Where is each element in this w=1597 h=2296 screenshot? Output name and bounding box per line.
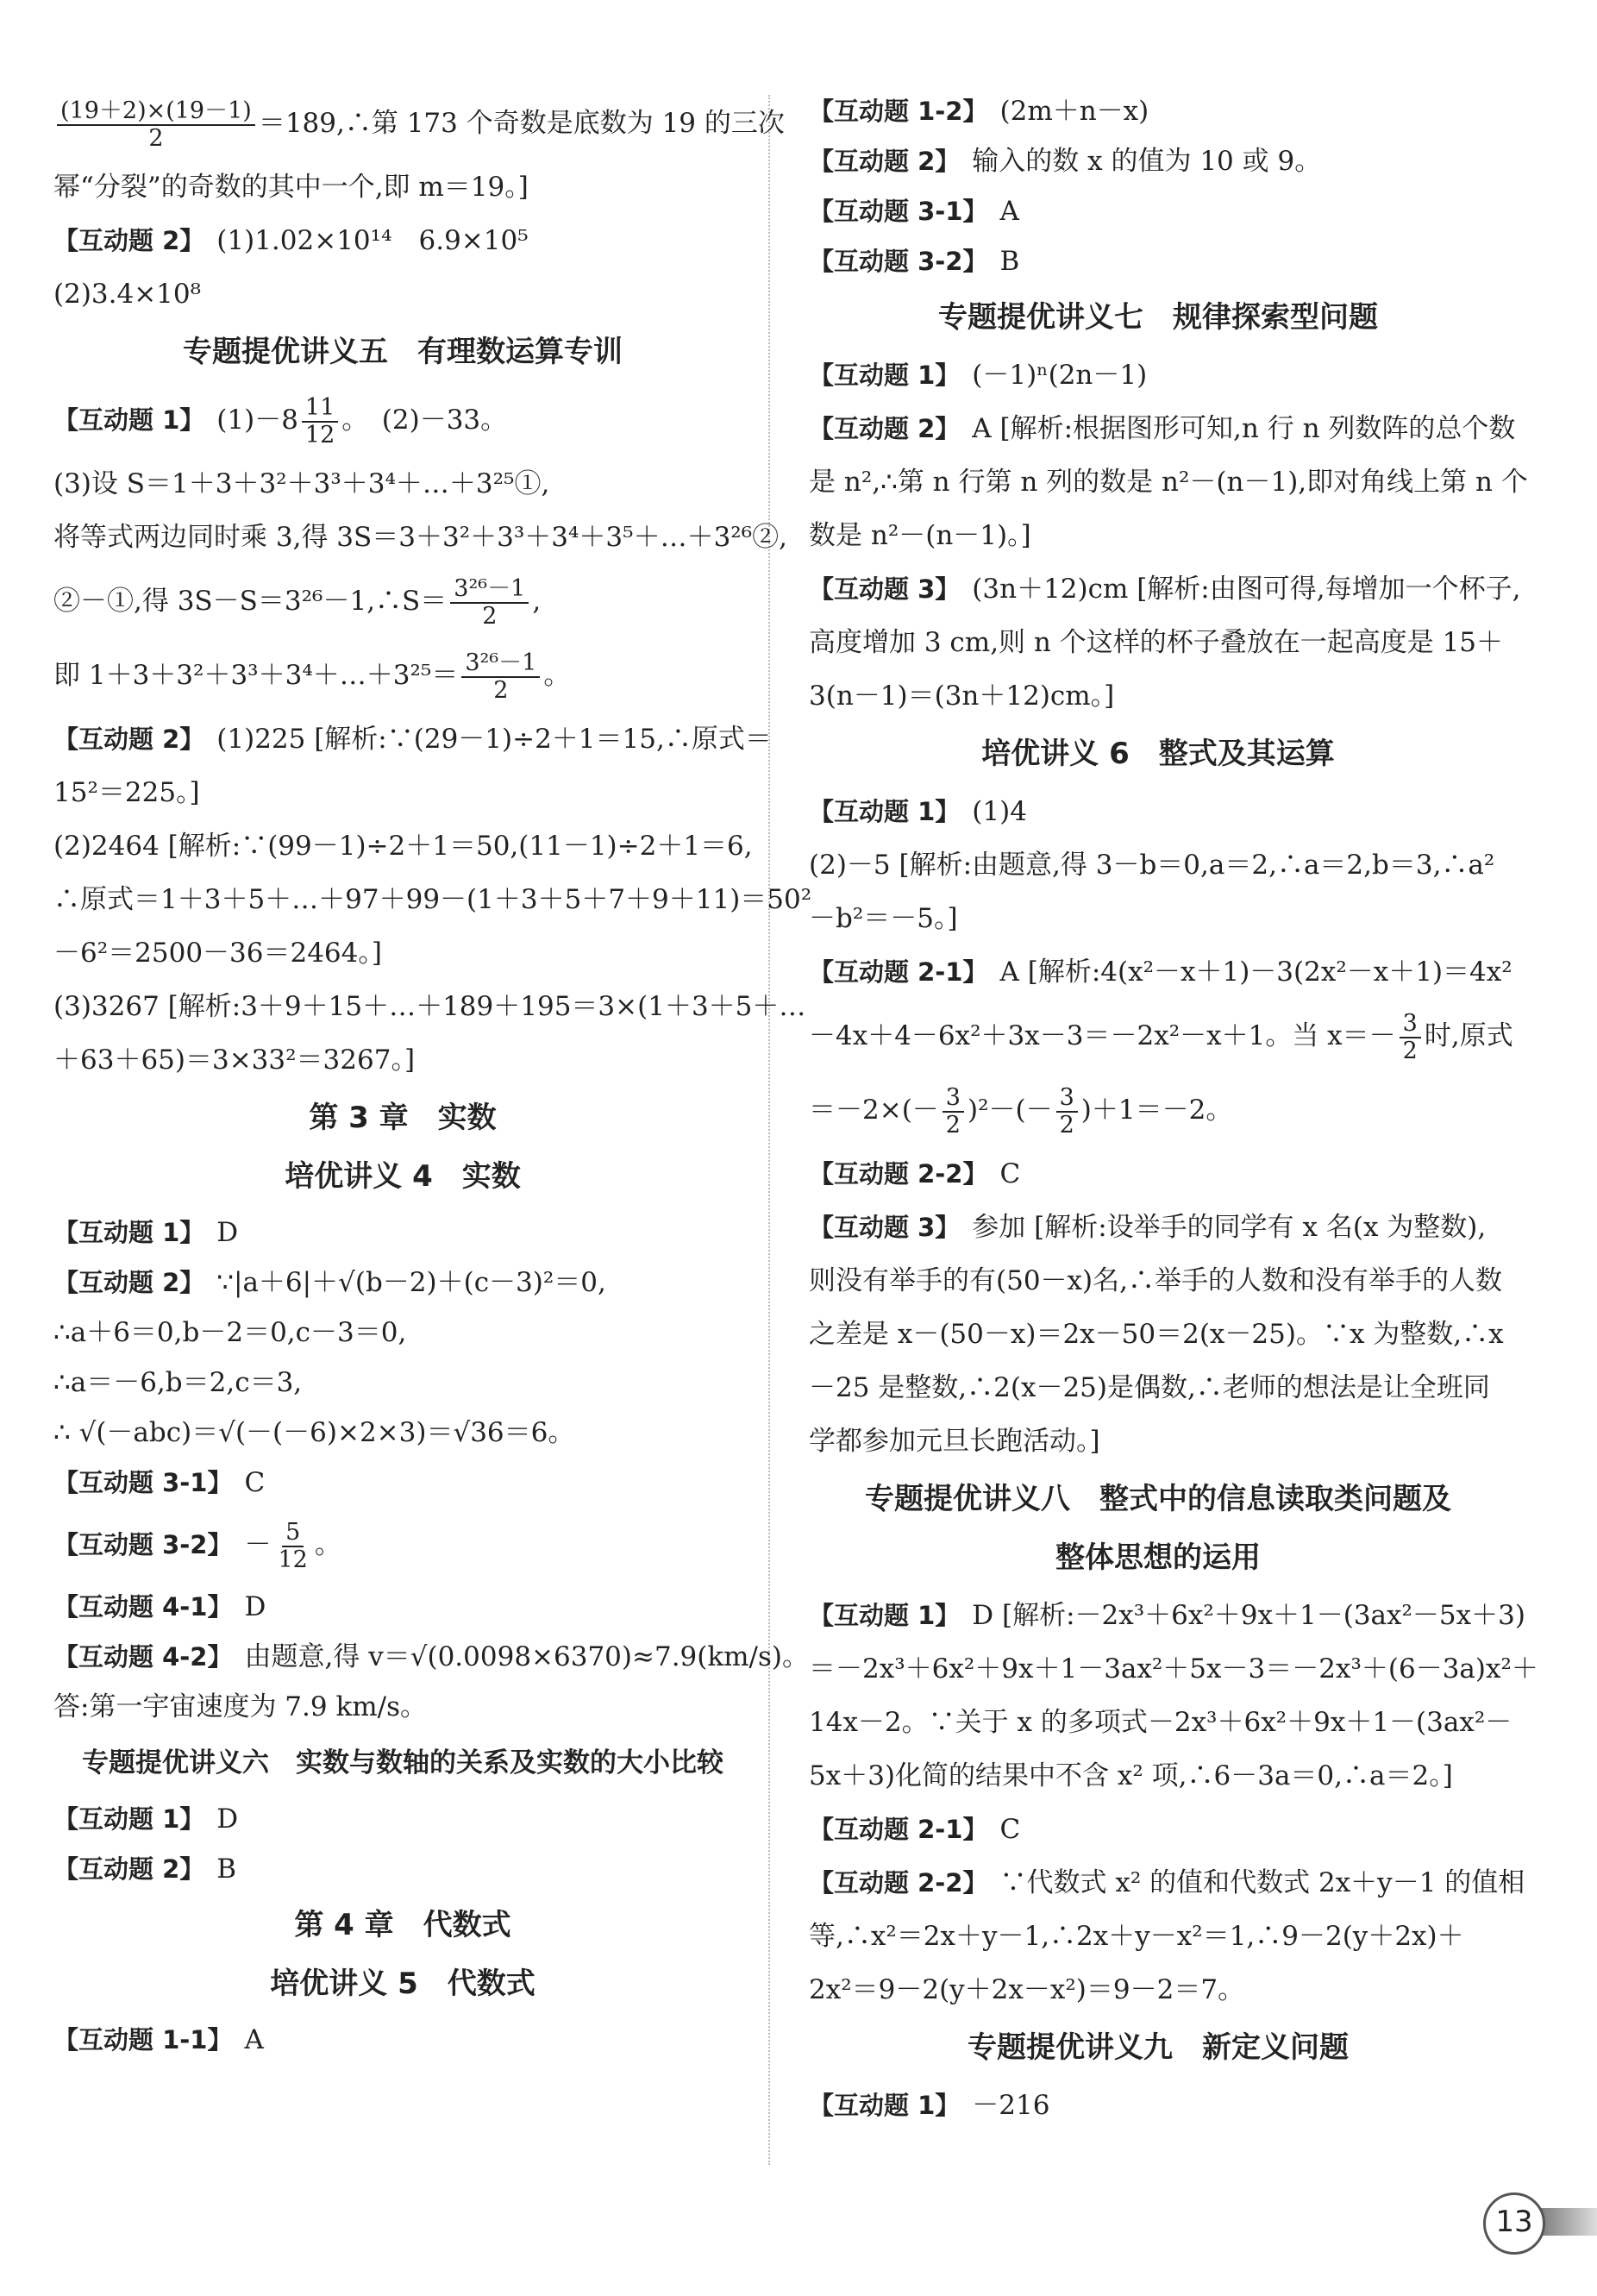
- answer-line: 【互动题 2】 B: [53, 1854, 237, 1885]
- chapter-heading: 第 3 章 实数: [309, 1101, 497, 1135]
- question-label: 【互动题 2-1】: [809, 957, 988, 987]
- text-line: 数是 n²－(n－1)。]: [809, 520, 1031, 551]
- question-label: 【互动题 2-2】: [809, 1159, 988, 1189]
- text-line: －25 是整数,∴2(x－25)是偶数,∴老师的想法是让全班同: [809, 1372, 1490, 1403]
- question-label: 【互动题 2】: [53, 226, 205, 255]
- question-label: 【互动题 1】: [809, 1601, 961, 1630]
- question-label: 【互动题 1】: [53, 1804, 205, 1834]
- answer-line: 【互动题 1-2】 (2m＋n－x): [809, 96, 1149, 127]
- answer-line: 【互动题 3-2】 － $\frac{5}{12}$ 。: [53, 1518, 341, 1573]
- text-line: 即 1＋3＋3²＋3³＋3⁴＋…＋3²⁵＝ $\frac{\text{3²⁶－1}}{2}$ 。: [53, 649, 571, 704]
- text-line: 3(n－1)＝(3n＋12)cm。]: [809, 681, 1115, 712]
- fraction: $\frac{5}{12}$: [278, 1518, 308, 1573]
- text-line: 14x－2。∵关于 x 的多项式－2x³＋6x²＋9x＋1－(3ax²－: [809, 1707, 1512, 1738]
- answer-line: 【互动题 2-2】 C: [809, 1158, 1021, 1189]
- page-number: 13: [1483, 2192, 1545, 2255]
- answer-line: 【互动题 1-1】 A: [53, 2024, 264, 2055]
- answer-line: 【互动题 4-1】 D: [53, 1591, 266, 1622]
- text-line: ＝－2x³＋6x²＋9x＋1－3ax²＋5x－3＝－2x³＋(6－3a)x²＋: [809, 1653, 1538, 1684]
- text-line: 高度增加 3 cm,则 n 个这样的杯子叠放在一起高度是 15＋: [809, 627, 1504, 658]
- fraction: $\frac{\text{3²⁶－1}}{2}$: [461, 650, 540, 704]
- text-line: 5x＋3)化简的结果中不含 x² 项,∴6－3a＝0,∴a＝2。]: [809, 1760, 1453, 1791]
- question-label: 【互动题 3】: [809, 1213, 961, 1242]
- fraction: $\frac{\text{3²⁶－1}}{2}$: [450, 576, 529, 630]
- text-line: (2)2464 [解析:∵(99－1)÷2＋1＝50,(11－1)÷2＋1＝6,: [53, 831, 753, 862]
- section-heading: 专题提优讲义五 有理数运算专训: [53, 324, 752, 380]
- text-line: (3)设 S＝1＋3＋3²＋3³＋3⁴＋…＋3²⁵①,: [53, 468, 550, 499]
- text-line: 之差是 x－(50－x)＝2x－50＝2(x－25)。∵x 为整数,∴x: [809, 1319, 1504, 1350]
- text-line: $\frac{(19+2)\times(19-1)}{2}$ ＝189,∴第 173 个奇数是底数为 19 的三次: [53, 86, 752, 160]
- question-label: 【互动题 1-2】: [809, 97, 988, 126]
- section-heading: 专题提优讲义六 实数与数轴的关系及实数的大小比较: [53, 1735, 752, 1791]
- right-column: [809, 86, 1538, 2132]
- question-label: 【互动题 1】: [809, 361, 961, 390]
- chapter-heading: 第 4 章 代数式: [294, 1908, 511, 1942]
- answer-line: 【互动题 3-1】 C: [53, 1467, 266, 1498]
- question-label: 【互动题 4-1】: [53, 1592, 233, 1622]
- text-line: 幂“分裂”的奇数的其中一个,即 m＝19。]: [53, 172, 529, 203]
- answer-line: 【互动题 1】 (－1)ⁿ(2n－1): [809, 360, 1148, 391]
- text-line: 则没有举手的有(50－x)名,∴举手的人数和没有举手的人数: [809, 1265, 1502, 1296]
- text-line: (2)－5 [解析:由题意,得 3－b＝0,a＝2,∴a＝2,b＝3,∴a²: [809, 850, 1495, 881]
- answer-line: 【互动题 3-2】 B: [809, 246, 1020, 277]
- answer-line: 【互动题 1】 D [解析:－2x³＋6x²＋9x＋1－(3ax²－5x＋3): [809, 1600, 1525, 1631]
- question-label: 【互动题 1】: [53, 405, 205, 435]
- answer-line: 【互动题 2】 (1)1.02×10¹⁴ 6.9×10⁵: [53, 225, 529, 256]
- section-heading: 培优讲义 6 整式及其运算: [809, 726, 1507, 781]
- question-label: 【互动题 2-2】: [809, 1868, 988, 1898]
- question-label: 【互动题 1-1】: [53, 2025, 233, 2054]
- text-line: 将等式两边同时乘 3,得 3S＝3＋3²＋3³＋3⁴＋3⁵＋…＋3²⁶②,: [53, 522, 787, 553]
- answer-line: 【互动题 4-2】 由题意,得 v＝√(0.0098×6370)≈7.9(km/s)。: [53, 1641, 809, 1672]
- text-line: 15²＝225。]: [53, 777, 200, 808]
- question-label: 【互动题 3-2】: [809, 247, 988, 276]
- text-line: (2)3.4×10⁸: [53, 279, 202, 310]
- answer-line: 【互动题 1】 (1)4: [809, 796, 1027, 827]
- fraction: $\frac{3}{2}$: [1400, 1011, 1421, 1064]
- fraction: $\frac{(19+2)\times(19-1)}{2}$: [57, 98, 255, 152]
- answer-line: 【互动题 3-1】 A: [809, 196, 1019, 227]
- answer-line: 【互动题 2】 (1)225 [解析:∵(29－1)÷2＋1＝15,∴原式＝: [53, 724, 772, 755]
- answer-line: 【互动题 1】 －216: [809, 2090, 1050, 2121]
- left-column: [53, 86, 812, 2065]
- answer-line: 【互动题 1】 D: [53, 1804, 239, 1835]
- fraction: $\frac{3}{2}$: [943, 1085, 964, 1139]
- question-label: 【互动题 2】: [809, 147, 961, 176]
- text-line: －b²＝－5。]: [809, 903, 958, 934]
- answer-line: 【互动题 3】 (3n＋12)cm [解析:由图可得,每增加一个杯子,: [809, 574, 1521, 605]
- question-label: 【互动题 3-1】: [809, 197, 988, 226]
- question-label: 【互动题 2】: [809, 414, 961, 443]
- text-line: －6²＝2500－36＝2464。]: [53, 938, 382, 969]
- text-line: ∴ √(－abc)＝√(－(－6)×2×3)＝√36＝6。: [53, 1417, 575, 1448]
- fraction: $\frac{3}{2}$: [1056, 1085, 1078, 1139]
- question-label: 【互动题 3-2】: [53, 1530, 233, 1559]
- text-line: (3)3267 [解析:3＋9＋15＋…＋189＋195＝3×(1＋3＋5＋…: [53, 991, 806, 1022]
- section-heading: 专题提优讲义八 整式中的信息读取类问题及: [809, 1471, 1507, 1527]
- question-label: 【互动题 3】: [809, 574, 961, 604]
- text-line: ＝－2×(－ $\frac{3}{2}$ )²－(－ $\frac{3}{2}$ )＋1＝－2。: [809, 1083, 1233, 1139]
- column-divider: [768, 95, 770, 2165]
- text-line: 是 n²,∴第 n 行第 n 列的数是 n²－(n－1),即对角线上第 n 个: [809, 467, 1528, 498]
- answer-line: 【互动题 2】 A [解析:根据图形可知,n 行 n 列数阵的总个数: [809, 413, 1516, 444]
- section-heading: 专题提优讲义七 规律探索型问题: [809, 290, 1507, 345]
- question-label: 【互动题 2】: [53, 725, 205, 754]
- question-label: 【互动题 1】: [53, 1218, 205, 1247]
- section-heading: 培优讲义 5 代数式: [53, 1956, 752, 2011]
- section-heading-continued: 整体思想的运用: [809, 1530, 1507, 1585]
- answer-line: 【互动题 2-2】 ∵代数式 x² 的值和代数式 2x＋y－1 的值相: [809, 1867, 1525, 1898]
- answer-line: 【互动题 3】 参加 [解析:设举手的同学有 x 名(x 为整数),: [809, 1212, 1487, 1243]
- text-line: ∴原式＝1＋3＋5＋…＋97＋99－(1＋3＋5＋7＋9＋11)＝50²: [53, 884, 812, 915]
- answer-line: 【互动题 2】 ∵|a＋6|＋√(b－2)＋(c－3)²＝0,: [53, 1267, 606, 1298]
- text-line: 2x²＝9－2(y＋2x－x²)＝9－2＝7。: [809, 1974, 1245, 2005]
- question-label: 【互动题 2】: [53, 1854, 205, 1884]
- text-line: 等,∴x²＝2x＋y－1,∴2x＋y－x²＝1,∴9－2(y＋2x)＋: [809, 1921, 1464, 1952]
- text-line: 答:第一宇宙速度为 7.9 km/s。: [53, 1691, 427, 1722]
- answer-line: 【互动题 2-1】 A [解析:4(x²－x＋1)－3(2x²－x＋1)＝4x²: [809, 957, 1512, 988]
- section-heading: 培优讲义 4 实数: [53, 1149, 752, 1204]
- question-label: 【互动题 2】: [53, 1268, 205, 1297]
- question-label: 【互动题 1】: [809, 797, 961, 826]
- text-line: ②－①,得 3S－S＝3²⁶－1,∴S＝ $\frac{\text{3²⁶－1}}{2}$ ,: [53, 574, 542, 630]
- fraction: $\frac{11}{12}$: [302, 395, 338, 449]
- text-line: 学都参加元旦长跑活动。]: [809, 1426, 1100, 1457]
- question-label: 【互动题 1】: [809, 2091, 961, 2120]
- answer-line: 【互动题 1】 D: [53, 1217, 239, 1248]
- question-label: 【互动题 2-1】: [809, 1815, 988, 1844]
- answer-line: 【互动题 1】 (1)－8 $\frac{11}{12}$ 。 (2)－33。: [53, 393, 508, 449]
- answer-line: 【互动题 2-1】 C: [809, 1814, 1021, 1845]
- question-label: 【互动题 4-2】: [53, 1642, 233, 1672]
- section-heading: 专题提优讲义九 新定义问题: [809, 2020, 1507, 2075]
- text-line: ∴a＋6＝0,b－2＝0,c－3＝0,: [53, 1317, 407, 1348]
- question-label: 【互动题 3-1】: [53, 1468, 233, 1497]
- answer-line: 【互动题 2】 输入的数 x 的值为 10 或 9。: [809, 146, 1322, 177]
- text-line: －4x＋4－6x²＋3x－3＝－2x²－x＋1。当 x＝－ $\frac{3}{2}$ 时,原式: [809, 1009, 1513, 1064]
- text-line: ∴a＝－6,b＝2,c＝3,: [53, 1367, 303, 1398]
- text-line: ＋63＋65)＝3×33²＝3267。]: [53, 1044, 416, 1076]
